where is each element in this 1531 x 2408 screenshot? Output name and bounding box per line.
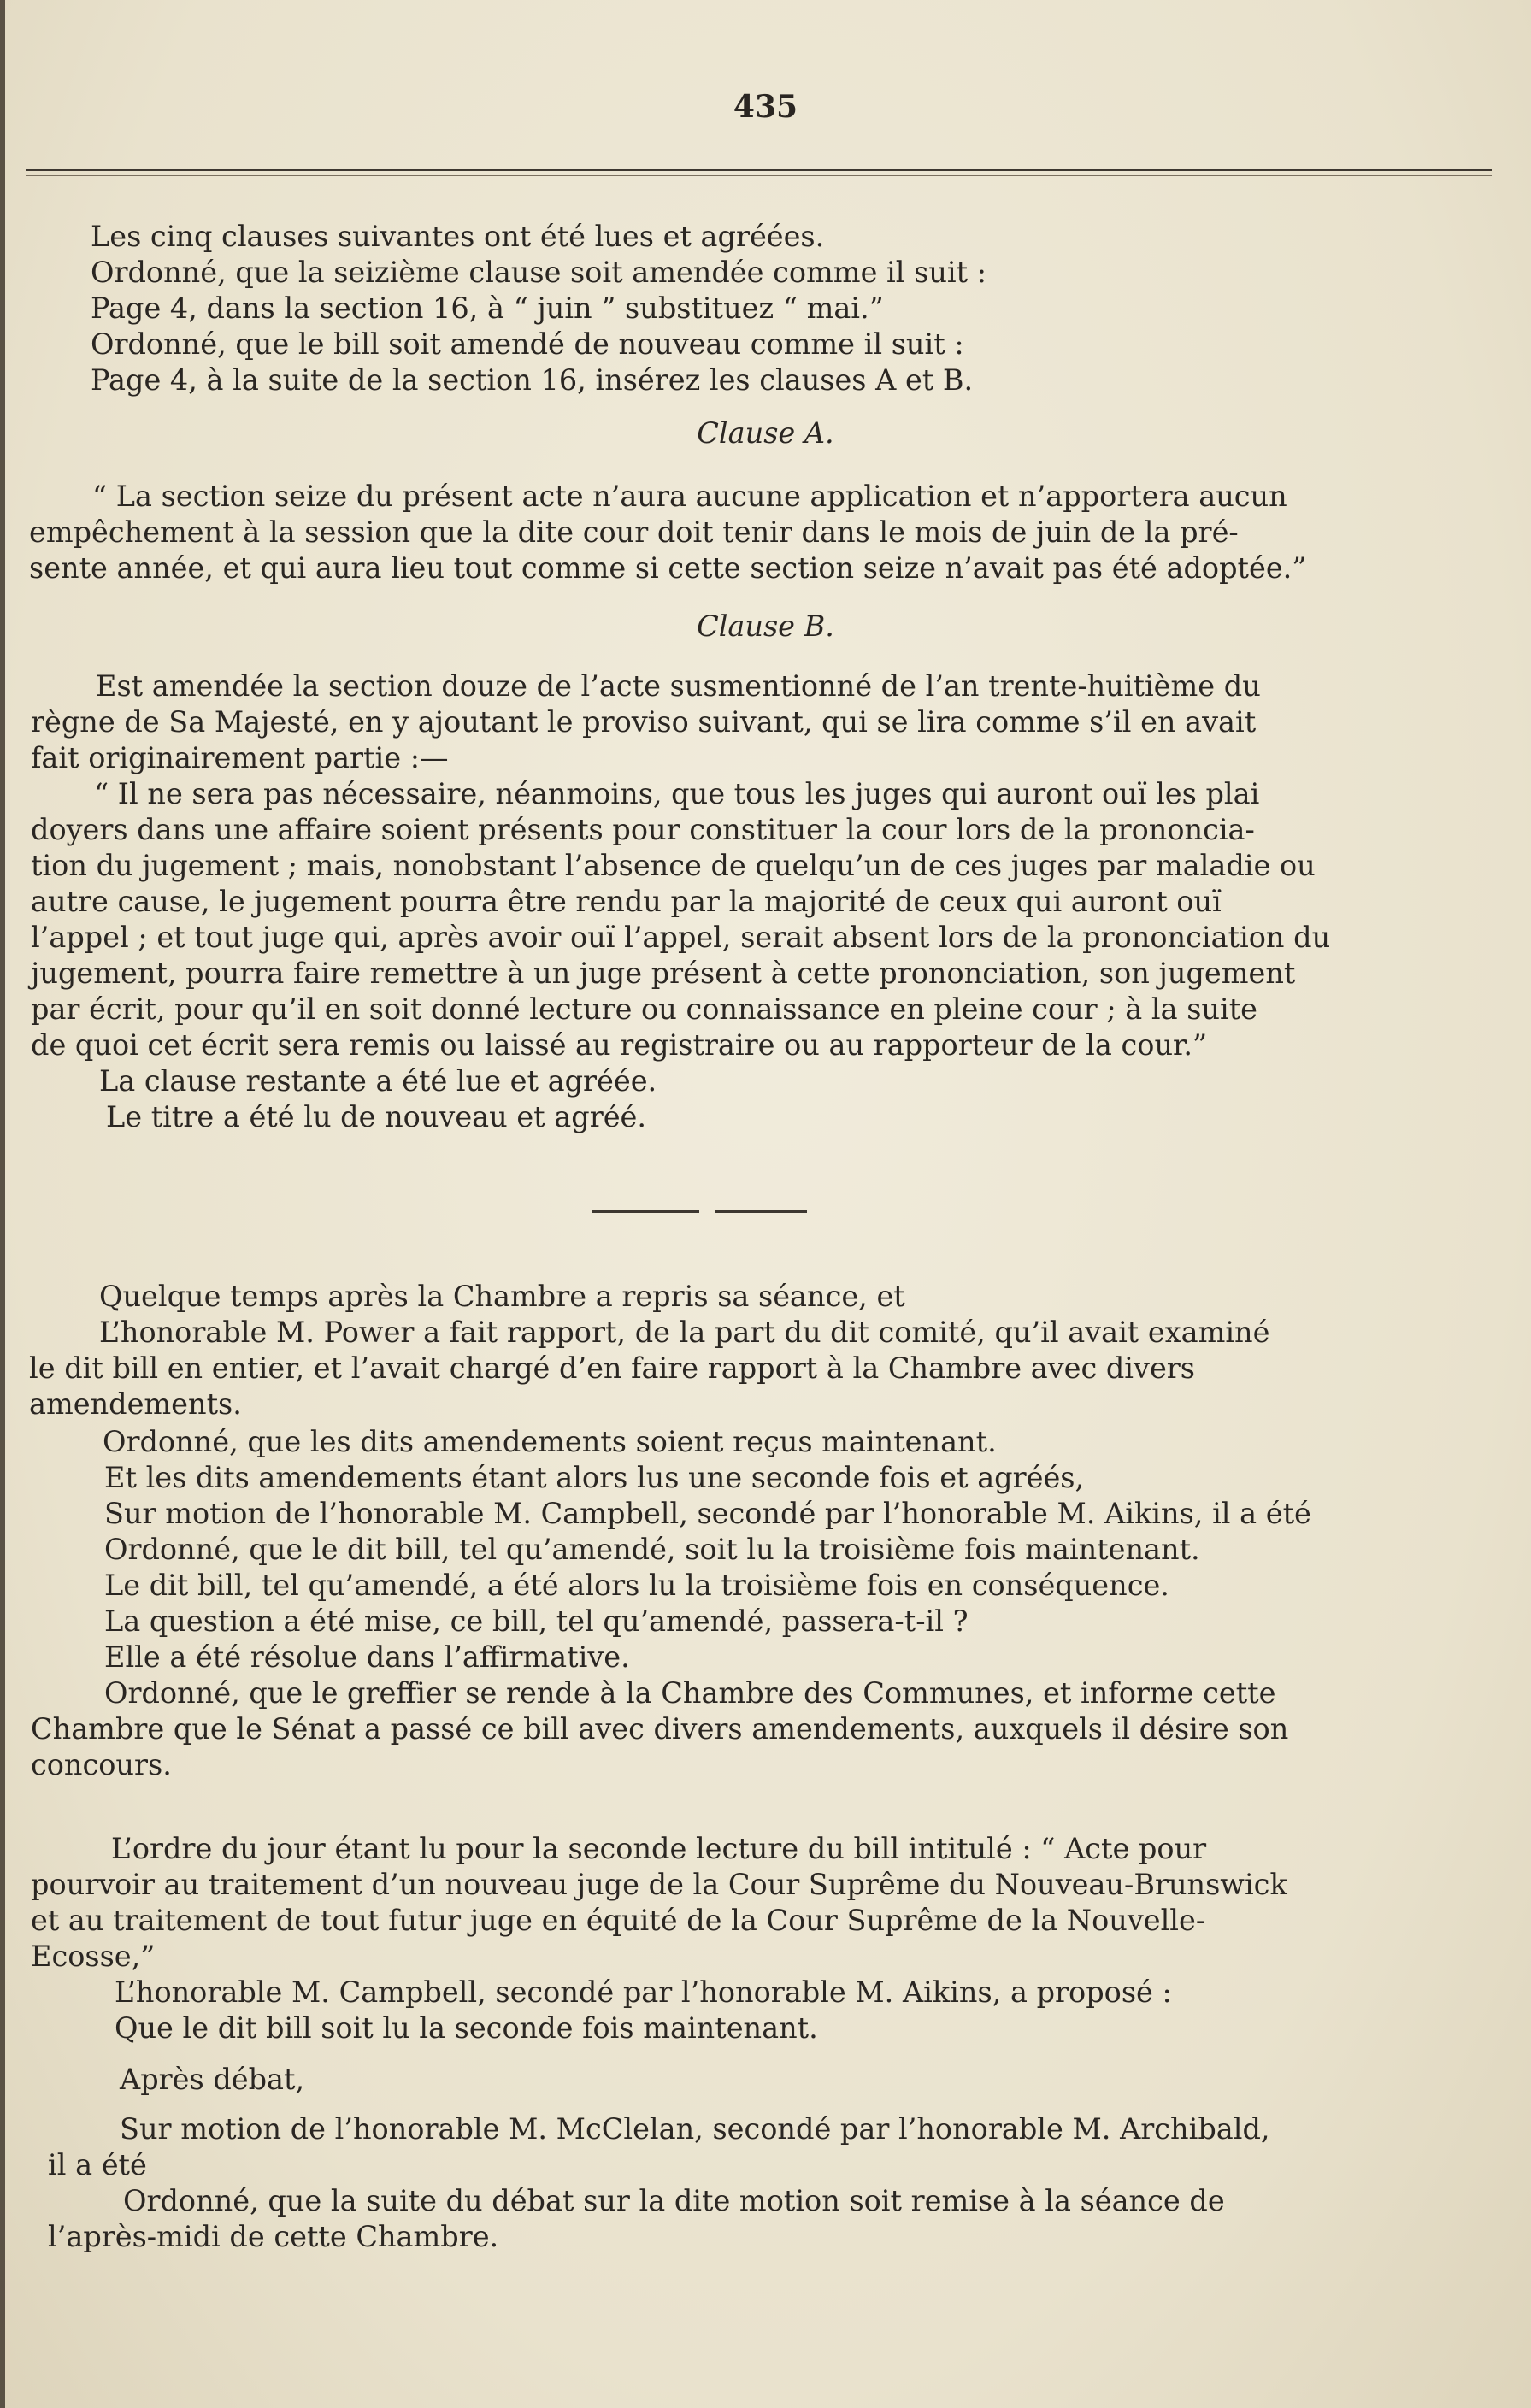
- clause-a-heading: Clause A.: [697, 416, 834, 450]
- text-line: Ordonné, que la suite du débat sur la dite motion soit remise à la séance de: [123, 2184, 1225, 2217]
- text-line: Et les dits amendements étant alors lus une seconde fois et agréés,: [104, 1461, 1085, 1494]
- text-line: Ecosse,”: [31, 1940, 156, 1973]
- clause-b-line: Le titre a été lu de nouveau et agréé.: [106, 1100, 647, 1133]
- text-line: Ordonné, que la seizième clause soit amendée comme il suit :: [91, 256, 987, 289]
- text-line: le dit bill en entier, et l’avait chargé d’en faire rapport à la Chambre avec divers: [29, 1351, 1195, 1385]
- text-line: Elle a été résolue dans l’affirmative.: [104, 1640, 630, 1674]
- text-line: Ordonné, que le bill soit amendé de nouveau comme il suit :: [91, 327, 964, 361]
- clause-a-line: empêchement à la session que la dite cour doit tenir dans le mois de juin de la pré-: [29, 515, 1239, 549]
- text-line: Page 4, dans la section 16, à “ juin ” substituez “ mai.”: [91, 291, 884, 325]
- text-line: Le dit bill, tel qu’amendé, a été alors lu la troisième fois en conséquence.: [104, 1569, 1169, 1602]
- section-separator: [715, 1210, 807, 1213]
- text-line: L’ordre du jour étant lu pour la seconde lecture du bill intitulé : “ Acte pour: [111, 1832, 1207, 1865]
- clause-b-line: Est amendée la section douze de l’acte susmentionné de l’an trente-huitième du: [96, 669, 1261, 703]
- clause-b-line: par écrit, pour qu’il en soit donné lecture ou connaissance en pleine cour ; à la suite: [31, 992, 1258, 1026]
- text-line: l’après-midi de cette Chambre.: [48, 2220, 499, 2253]
- clause-b-line: doyers dans une affaire soient présents pour constituer la cour lors de la prononcia-: [31, 813, 1255, 846]
- section-separator: [592, 1210, 699, 1213]
- text-line: amendements.: [29, 1387, 242, 1421]
- clause-a-line: sente année, et qui aura lieu tout comme si cette section seize n’avait pas été adoptée.”: [29, 551, 1307, 585]
- page-number: 435: [733, 89, 798, 125]
- text-line: La question a été mise, ce bill, tel qu’amendé, passera-t-il ?: [104, 1604, 969, 1638]
- text-line: Quelque temps après la Chambre a repris sa séance, et: [99, 1280, 905, 1313]
- text-line: il a été: [48, 2148, 147, 2181]
- text-line: Page 4, à la suite de la section 16, insérez les clauses A et B.: [91, 363, 974, 397]
- clause-b-line: La clause restante a été lue et agréée.: [99, 1064, 657, 1098]
- clause-b-line: fait originairement partie :—: [31, 741, 449, 774]
- text-line: L’honorable M. Power a fait rapport, de la part du dit comité, qu’il avait examiné: [99, 1316, 1270, 1349]
- text-line: Après débat,: [120, 2063, 305, 2096]
- text-line: concours.: [31, 1748, 172, 1781]
- clause-b-line: “ Il ne sera pas nécessaire, néanmoins, que tous les juges qui auront ouï les plai: [94, 777, 1260, 810]
- clause-b-line: tion du jugement ; mais, nonobstant l’absence de quelqu’un de ces juges par maladie ou: [31, 849, 1316, 882]
- text-line: Que le dit bill soit lu la seconde fois maintenant.: [115, 2011, 818, 2045]
- text-line: Sur motion de l’honorable M. McClelan, secondé par l’honorable M. Archibald,: [120, 2112, 1270, 2146]
- text-line: Ordonné, que le dit bill, tel qu’amendé, soit lu la troisième fois maintenant.: [104, 1533, 1200, 1566]
- text-line: L’honorable M. Campbell, secondé par l’honorable M. Aikins, a proposé :: [115, 1975, 1172, 2009]
- clause-b-line: règne de Sa Majesté, en y ajoutant le proviso suivant, qui se lira comme s’il en avait: [31, 705, 1257, 739]
- clause-a-line: “ La section seize du présent acte n’aura aucune application et n’apportera aucun: [92, 480, 1287, 513]
- text-line: Ordonné, que le greffier se rende à la Chambre des Communes, et informe cette: [104, 1676, 1276, 1710]
- clause-b-line: l’appel ; et tout juge qui, après avoir ouï l’appel, serait absent lors de la prononciation du: [31, 921, 1331, 954]
- text-line: Les cinq clauses suivantes ont été lues et agréées.: [91, 220, 825, 253]
- clause-b-line: jugement, pourra faire remettre à un juge présent à cette prononciation, son jugement: [31, 957, 1296, 990]
- page-binding-edge: [0, 0, 5, 2408]
- clause-b-line: de quoi cet écrit sera remis ou laissé au registraire ou au rapporteur de la cour.”: [31, 1028, 1208, 1062]
- text-line: Chambre que le Sénat a passé ce bill avec divers amendements, auxquels il désire son: [31, 1712, 1289, 1746]
- text-line: pourvoir au traitement d’un nouveau juge de la Cour Suprême du Nouveau-Brunswick: [31, 1868, 1287, 1901]
- text-line: Ordonné, que les dits amendements soient reçus maintenant.: [103, 1425, 997, 1458]
- clause-b-line: autre cause, le jugement pourra être rendu par la majorité de ceux qui auront ouï: [31, 885, 1222, 918]
- header-rule: [26, 169, 1492, 176]
- text-line: Sur motion de l’honorable M. Campbell, secondé par l’honorable M. Aikins, il a été: [104, 1497, 1311, 1530]
- text-line: et au traitement de tout futur juge en équité de la Cour Suprême de la Nouvelle-: [31, 1904, 1206, 1937]
- clause-b-heading: Clause B.: [697, 609, 834, 643]
